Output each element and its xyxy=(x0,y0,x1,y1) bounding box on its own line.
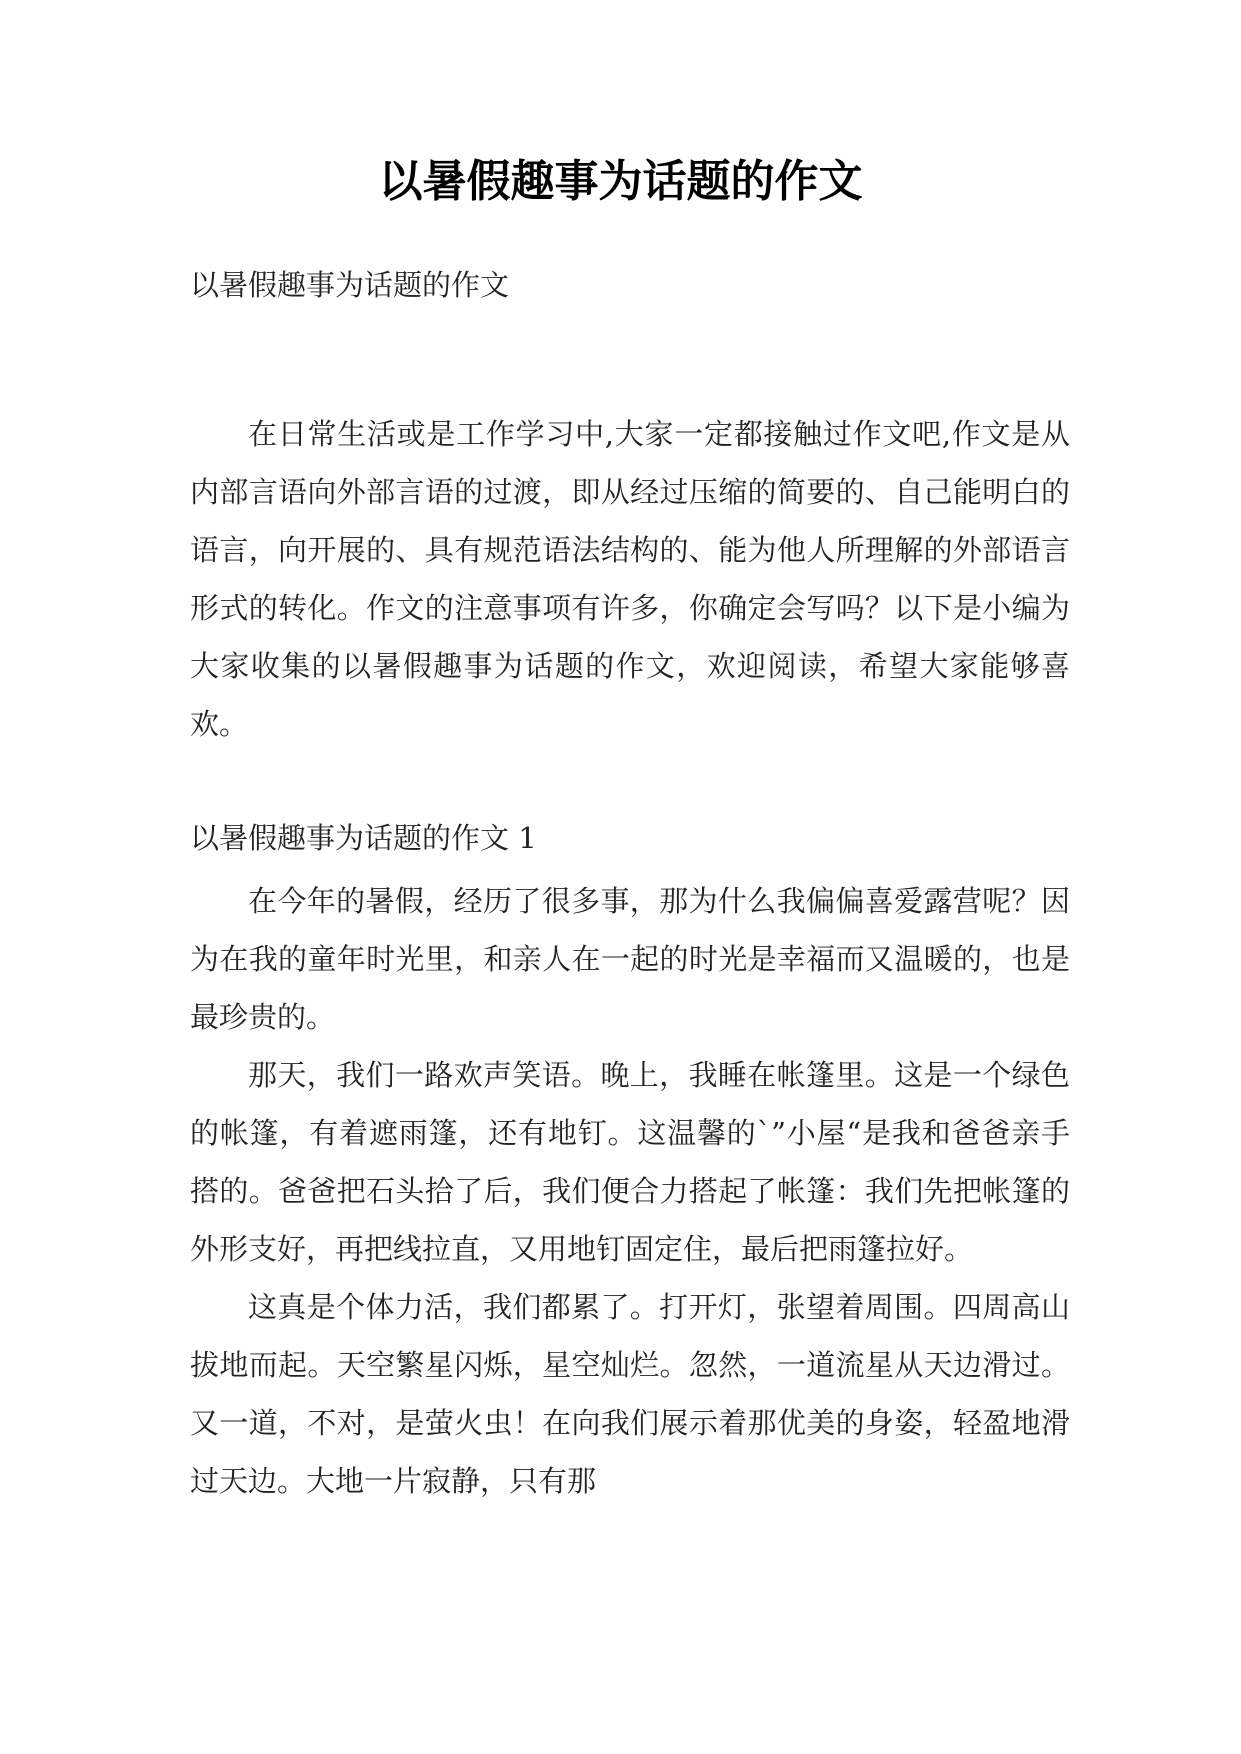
section-heading: 以暑假趣事为话题的作文 1 xyxy=(190,821,537,855)
page-title: 以暑假趣事为话题的作文 xyxy=(378,156,863,207)
intro-section xyxy=(190,405,1070,753)
intro-paragraph: 在日常生活或是工作学习中,大家一定都接触过作文吧,作文是从内部言语向外部言语的过渡，即从经过压缩的简要的、自己能明白的语言，向开展的、具有规范语法结构的、能为他人所理解的外部语言形式的转化。作文的注意事项有许多，你确定会写吗？以下是小编为大家收集的以暑假趣事为话题的作文，欢迎阅读，希望大家能够喜欢。 xyxy=(190,417,1070,741)
document-subtitle: 以暑假趣事为话题的作文 xyxy=(190,268,510,302)
body-paragraph: 那天，我们一路欢声笑语。晚上，我睡在帐篷里。这是一个绿色的帐篷，有着遮雨篷，还有地钉。这温馨的`”小屋“是我和爸爸亲手搭的。爸爸把石头拾了后，我们便合力搭起了帐篷：我们先把帐篷的外形支好，再把线拉直，又用地钉固定住，最后把雨篷拉好。 xyxy=(190,1058,1070,1266)
body-paragraph: 这真是个体力活，我们都累了。打开灯，张望着周围。四周高山拔地而起。天空繁星闪烁，星空灿烂。忽然，一道流星从天边滑过。又一道，不对，是萤火虫！在向我们展示着那优美的身姿，轻盈地滑过天边。大地一片寂静，只有那 xyxy=(190,1290,1070,1498)
body-paragraph: 在今年的暑假，经历了很多事，那为什么我偏偏喜爱露营呢？因为在我的童年时光里，和亲人在一起的时光是幸福而又温暖的，也是最珍贵的。 xyxy=(190,884,1070,1034)
essay-body xyxy=(190,872,1070,1510)
